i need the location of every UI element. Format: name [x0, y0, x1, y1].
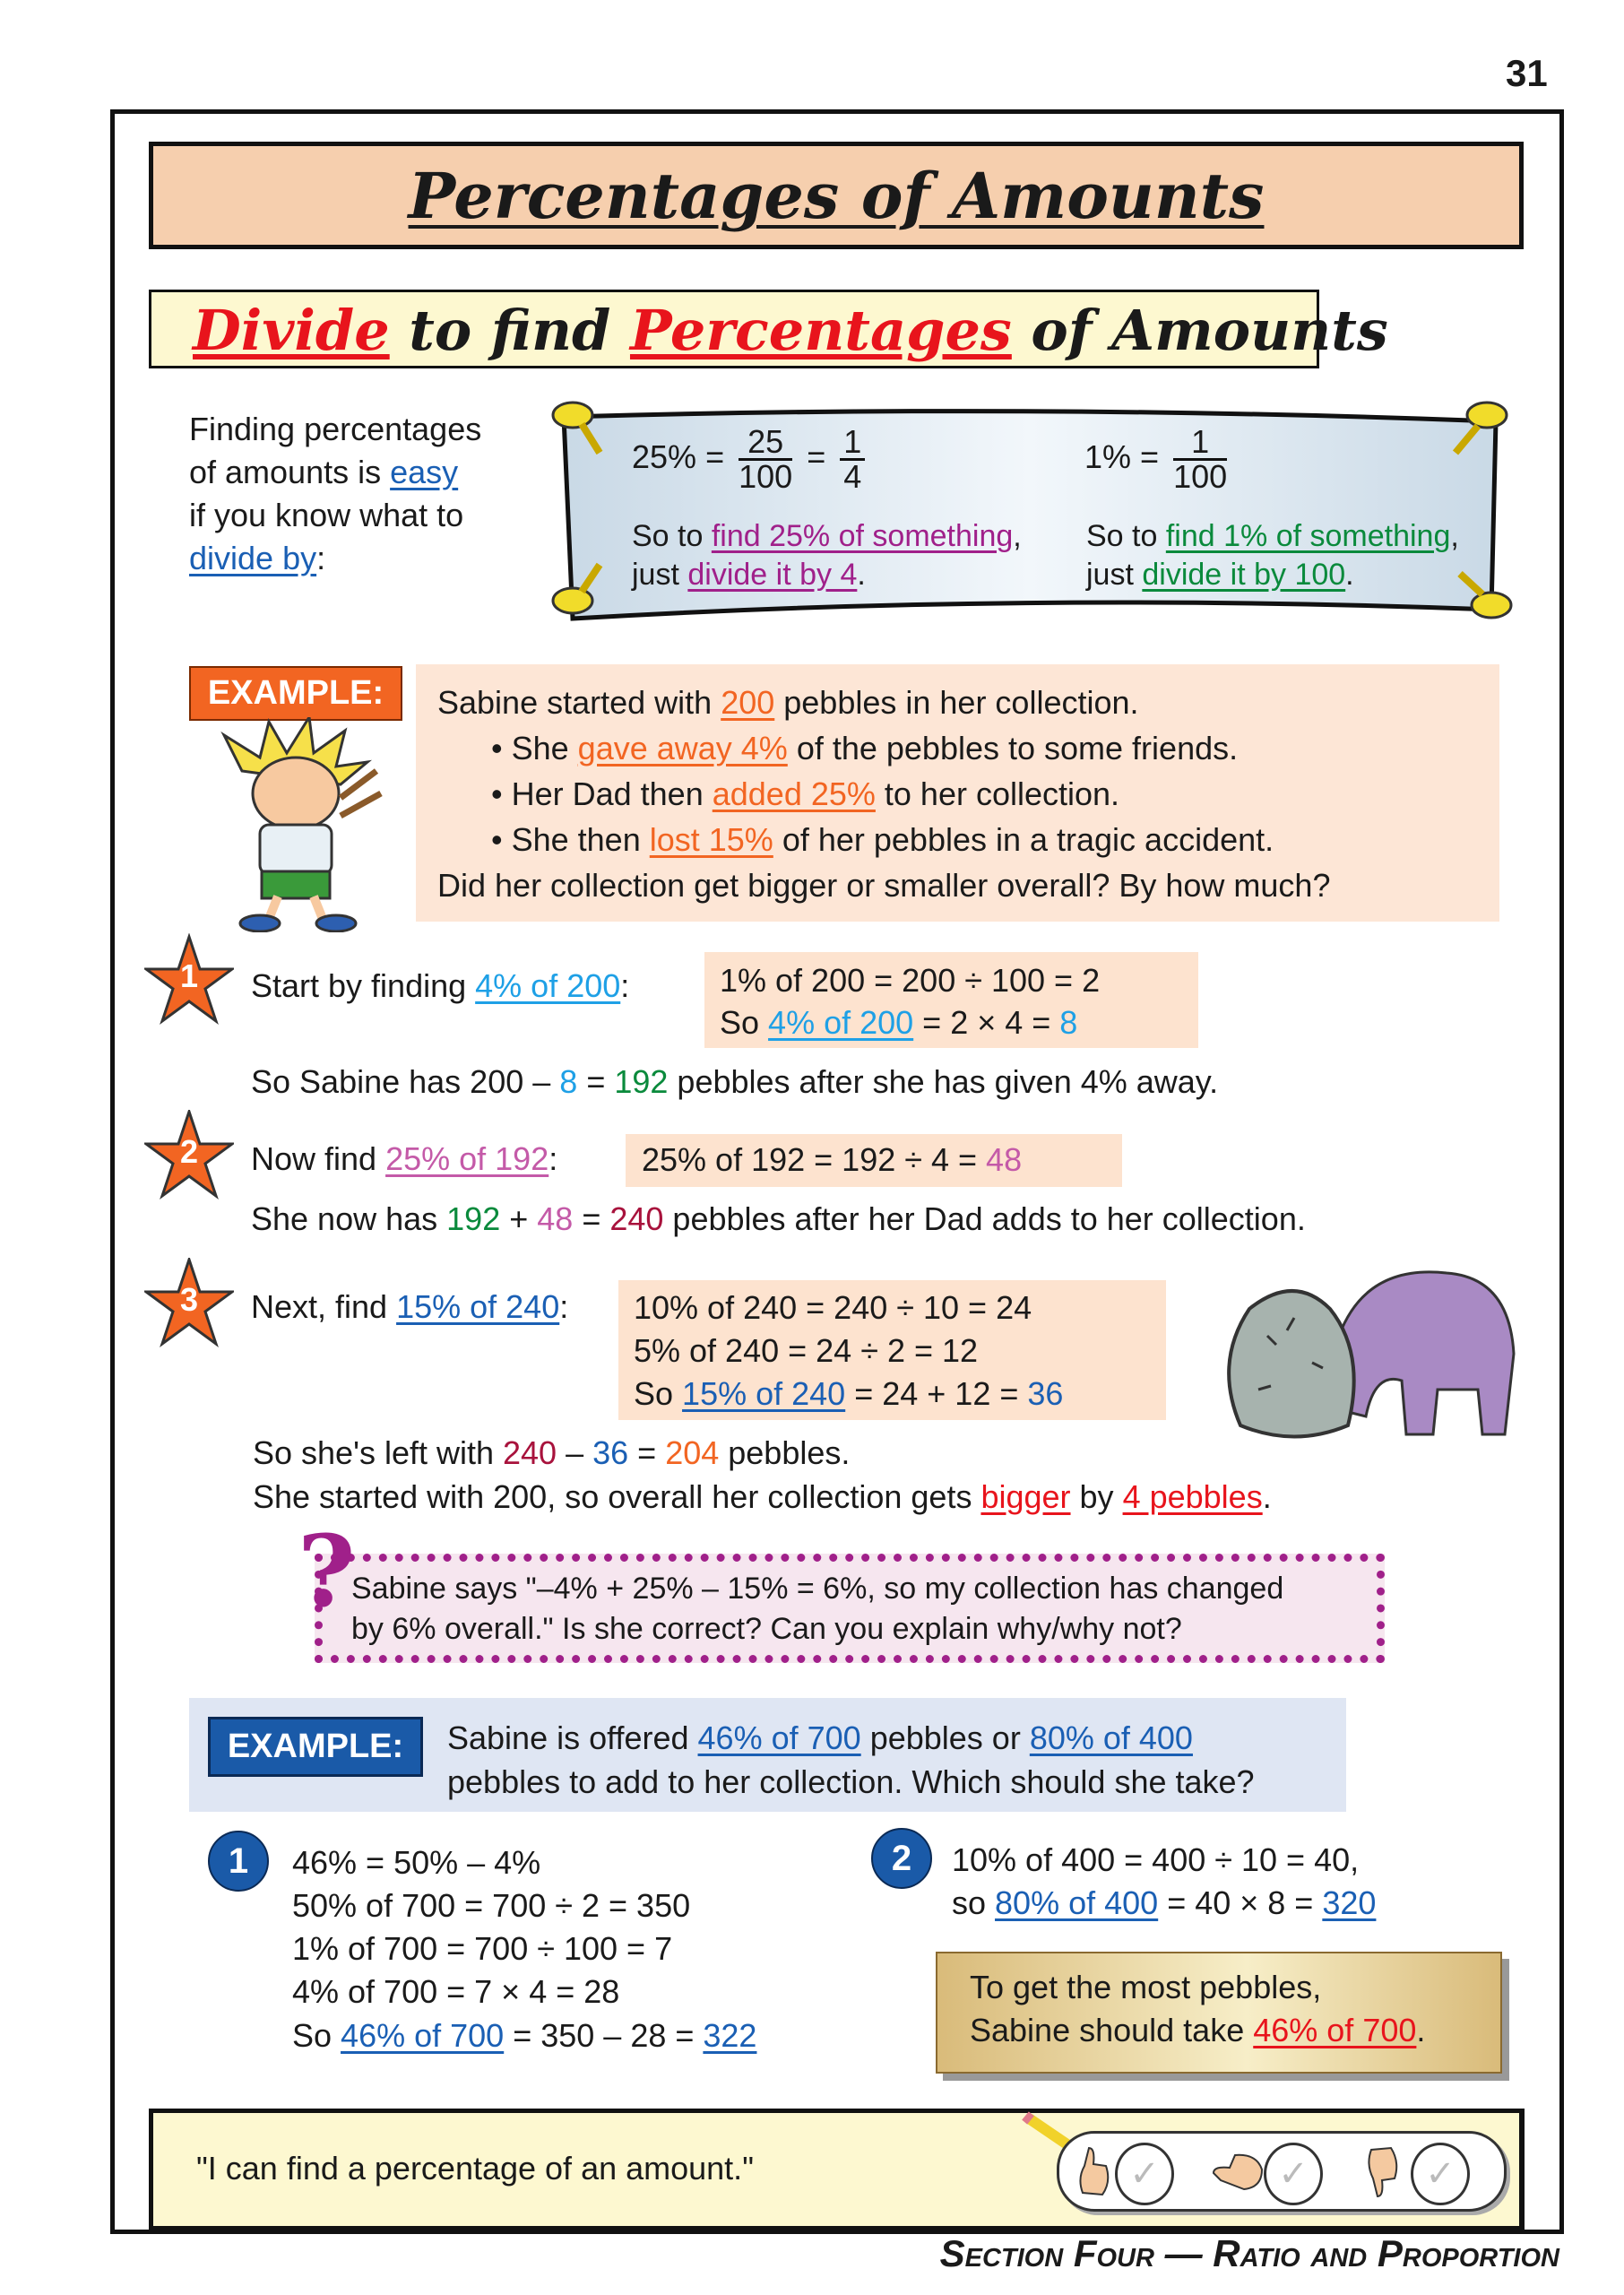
highlighted-term: divide it by 100: [1142, 558, 1346, 592]
answer-line: [970, 2011, 1425, 2050]
denominator: 100: [1173, 457, 1228, 495]
answer-line: [970, 1968, 1321, 2007]
text-segment: So to: [632, 519, 712, 553]
text-segment: by: [1070, 1478, 1123, 1515]
text-segment: ,: [1450, 519, 1459, 553]
text-segment: Sabine should take: [970, 2012, 1254, 2048]
highlighted-term: find 1% of something: [1165, 519, 1451, 553]
example-line: [447, 1762, 1255, 1802]
step-number: 2: [179, 1133, 199, 1170]
step-result: [253, 1477, 1272, 1517]
part-number-badge: 1: [208, 1831, 269, 1892]
working-line: [292, 1886, 690, 1926]
highlighted-term: divide by: [189, 540, 317, 576]
highlighted-term: Divide: [193, 298, 390, 363]
highlighted-term: 322: [703, 2017, 757, 2054]
working-line: [292, 1929, 672, 1969]
part-number-badge: 2: [871, 1828, 932, 1889]
text-segment: pebbles or: [860, 1719, 1030, 1756]
step-number: 1: [179, 957, 199, 994]
text-segment: by 6% overall." Is she correct? Can you explain why/why not?: [351, 1612, 1182, 1646]
text-segment: =: [628, 1434, 666, 1471]
step-intro: [251, 966, 629, 1006]
text-segment: • Her Dad then: [491, 775, 713, 812]
step-intro: [251, 1287, 568, 1327]
step-number: 3: [179, 1281, 199, 1318]
formula-1-percent: [1084, 421, 1232, 493]
text-segment: .: [857, 558, 866, 592]
text-segment: So: [634, 1375, 683, 1412]
highlighted-term: bigger: [980, 1478, 1071, 1515]
calculation-line: [720, 961, 1100, 1000]
numerator: 1: [840, 426, 865, 461]
question-mark-icon: ?: [298, 1513, 356, 1629]
text-segment: 10% of 240 = 240 ÷ 10 = 24: [634, 1289, 1032, 1326]
page-title: Percentages of Amounts: [408, 158, 1265, 233]
text-segment: She now has: [251, 1200, 447, 1237]
text-segment: 1% of 700 = 700 ÷ 100 = 7: [292, 1930, 673, 1967]
highlighted-term: added 25%: [712, 775, 876, 812]
formula-text: =: [807, 438, 826, 475]
highlighted-term: easy: [390, 454, 459, 490]
intro-line: [189, 451, 458, 494]
formula-text: =: [1140, 438, 1160, 475]
text-segment: Sabine started with: [437, 684, 721, 721]
text-segment: .: [1262, 1478, 1272, 1515]
rating-checkbox-confident[interactable]: ✓: [1115, 2143, 1174, 2205]
text-segment: of Amounts: [1011, 298, 1388, 363]
text-segment: pebbles after her Dad adds to her collection.: [663, 1200, 1306, 1237]
text-segment: 25% of 192 = 192 ÷ 4 =: [642, 1141, 987, 1178]
highlighted-term: 200: [721, 684, 775, 721]
text-segment: of the pebbles to some friends.: [787, 730, 1239, 766]
text-segment: :: [559, 1288, 569, 1325]
calculation-line: [634, 1374, 1063, 1414]
text-segment: ,: [1013, 519, 1022, 553]
text-segment: So: [292, 2017, 341, 2054]
text-segment: of her pebbles in a tragic accident.: [773, 821, 1274, 858]
text-segment: 8: [559, 1063, 578, 1100]
text-segment: 46% = 50% – 4%: [292, 1844, 541, 1881]
calculation-line: [634, 1331, 978, 1371]
example-bullet: [491, 775, 1119, 814]
highlighted-term: 4% of 200: [475, 967, 621, 1004]
calculation-line: [642, 1140, 1022, 1180]
text-segment: So Sabine has 200 –: [251, 1063, 560, 1100]
text-segment: = 40 × 8 =: [1158, 1884, 1323, 1921]
denominator: 100: [739, 457, 793, 495]
highlighted-term: 46% of 700: [341, 2017, 505, 2054]
section-footer: Section Four — Ratio and Proportion: [939, 2232, 1559, 2274]
text-segment: So: [720, 1004, 769, 1041]
text-segment: 5% of 240 = 24 ÷ 2 = 12: [634, 1332, 979, 1369]
text-segment: To get the most pebbles,: [970, 1969, 1322, 2005]
text-segment: So to: [1086, 519, 1166, 553]
scroll-line: [632, 516, 1022, 556]
text-segment: 192: [614, 1063, 669, 1100]
learning-statement: "I can find a percentage of an amount.": [196, 2150, 754, 2187]
text-segment: –: [557, 1434, 593, 1471]
text-segment: 240: [503, 1434, 557, 1471]
boy-with-slingshot-illustration: [206, 717, 394, 932]
fraction: [840, 422, 865, 495]
text-segment: 36: [592, 1434, 629, 1471]
text-segment: Did her collection get bigger or smaller overall? By how much?: [437, 867, 1331, 904]
confidence-rating: [1057, 2131, 1507, 2212]
text-segment: Sabine is offered: [447, 1719, 698, 1756]
text-segment: 48: [537, 1200, 574, 1237]
numerator: 1: [1173, 426, 1227, 461]
elephant-pushing-rock-illustration: [1214, 1255, 1520, 1454]
text-segment: so: [952, 1884, 996, 1921]
formula-text: 25%: [632, 438, 697, 475]
text-segment: of amounts is: [189, 454, 391, 490]
text-segment: =: [577, 1063, 615, 1100]
text-segment: 36: [1027, 1375, 1064, 1412]
text-segment: pebbles to add to her collection. Which should she take?: [447, 1763, 1255, 1800]
text-segment: = 2 × 4 =: [913, 1004, 1060, 1041]
highlighted-term: 80% of 400: [1029, 1719, 1193, 1756]
text-segment: = 350 – 28 =: [504, 2017, 704, 2054]
calculation-line: [720, 1003, 1077, 1043]
example-line: [437, 866, 1330, 905]
intro-line: [189, 494, 463, 537]
text-segment: :: [620, 967, 630, 1004]
example-line: [437, 683, 1139, 723]
intro-line: [189, 537, 325, 580]
intro-line: [189, 408, 481, 451]
text-segment: 192: [446, 1200, 501, 1237]
highlighted-term: Percentages: [629, 298, 1012, 363]
step-result: [253, 1433, 850, 1473]
rating-checkbox-not-confident[interactable]: ✓: [1411, 2143, 1470, 2205]
scroll-line: [1086, 555, 1354, 594]
text-segment: pebbles after she has given 4% away.: [668, 1063, 1219, 1100]
text-segment: :: [549, 1140, 558, 1177]
text-segment: She started with 200, so overall her collection gets: [253, 1478, 981, 1515]
highlighted-term: 80% of 400: [995, 1884, 1159, 1921]
text-segment: 10% of 400 = 400 ÷ 10 = 40,: [952, 1841, 1360, 1878]
highlighted-term: 320: [1322, 1884, 1377, 1921]
text-segment: 48: [986, 1141, 1023, 1178]
question-line: [351, 1569, 1283, 1608]
highlighted-term: 25% of 192: [385, 1140, 549, 1177]
text-segment: pebbles in her collection.: [774, 684, 1139, 721]
scroll-line: [1086, 516, 1459, 556]
thumbs-up-icon: [1075, 2146, 1111, 2196]
section-heading: [193, 298, 1388, 363]
subtitle-banner: [149, 290, 1388, 368]
working-line: [292, 1972, 619, 2012]
working-line: [952, 1840, 1359, 1880]
title-banner: [149, 142, 1524, 249]
highlighted-term: divide it by 4: [687, 558, 858, 592]
numerator: 25: [739, 426, 792, 461]
example-bullet: [491, 729, 1238, 768]
text-segment: 4% of 700 = 7 × 4 = 28: [292, 1973, 620, 2010]
thumbs-sideways-icon: [1212, 2152, 1266, 2191]
highlighted-term: 46% of 700: [1253, 2012, 1417, 2048]
text-segment: Finding percentages: [189, 411, 482, 447]
text-segment: to her collection.: [875, 775, 1120, 812]
text-segment: =: [573, 1200, 610, 1237]
rating-checkbox-unsure[interactable]: ✓: [1264, 2143, 1323, 2205]
highlighted-term: 15% of 240: [396, 1288, 560, 1325]
text-segment: :: [316, 540, 326, 576]
highlighted-term: 46% of 700: [697, 1719, 861, 1756]
step-intro: [251, 1139, 557, 1179]
text-segment: if you know what to: [189, 497, 464, 533]
text-segment: to find: [389, 298, 630, 363]
text-segment: Now find: [251, 1140, 386, 1177]
example-line: [447, 1719, 1193, 1758]
formula-25-percent: [632, 421, 870, 493]
highlighted-term: lost 15%: [649, 821, 773, 858]
text-segment: • She: [491, 730, 578, 766]
highlighted-term: find 25% of something: [711, 519, 1014, 553]
text-segment: 1% of 200 = 200 ÷ 100 = 2: [720, 962, 1101, 999]
text-segment: = 24 + 12 =: [845, 1375, 1028, 1412]
example-label: EXAMPLE:: [208, 1717, 423, 1777]
question-line: [351, 1609, 1182, 1649]
fraction: [739, 422, 793, 495]
text-segment: pebbles.: [719, 1434, 851, 1471]
thumbs-down-icon: [1364, 2144, 1400, 2198]
working-line: [952, 1884, 1376, 1923]
text-segment: • She then: [491, 821, 650, 858]
working-line: [292, 1843, 540, 1883]
fraction: [1173, 422, 1228, 495]
calculation-line: [634, 1288, 1032, 1328]
example-label: EXAMPLE:: [189, 666, 402, 721]
page-number: 31: [1506, 52, 1548, 94]
formula-text: 1%: [1084, 438, 1132, 475]
example-bullet: [491, 820, 1274, 860]
text-segment: Next, find: [251, 1288, 397, 1325]
text-segment: 240: [609, 1200, 664, 1237]
text-segment: Start by finding: [251, 967, 476, 1004]
text-segment: 204: [665, 1434, 720, 1471]
text-segment: 50% of 700 = 700 ÷ 2 = 350: [292, 1887, 691, 1924]
step-result: [251, 1199, 1306, 1239]
text-segment: +: [500, 1200, 538, 1237]
text-segment: just: [632, 558, 688, 592]
text-segment: .: [1416, 2012, 1426, 2048]
text-segment: 8: [1059, 1004, 1078, 1041]
text-segment: .: [1345, 558, 1354, 592]
highlighted-term: gave away 4%: [577, 730, 788, 766]
highlighted-term: 4% of 200: [768, 1004, 914, 1041]
formula-text: =: [705, 438, 725, 475]
highlighted-term: 15% of 240: [682, 1375, 846, 1412]
highlighted-term: 4 pebbles: [1122, 1478, 1263, 1515]
text-segment: just: [1086, 558, 1143, 592]
text-segment: Sabine says "–4% + 25% – 15% = 6%, so my collection has changed: [351, 1572, 1284, 1606]
text-segment: So she's left with: [253, 1434, 503, 1471]
working-line: [292, 2016, 756, 2056]
step-result: [251, 1062, 1218, 1102]
scroll-line: [632, 555, 866, 594]
denominator: 4: [843, 457, 862, 495]
